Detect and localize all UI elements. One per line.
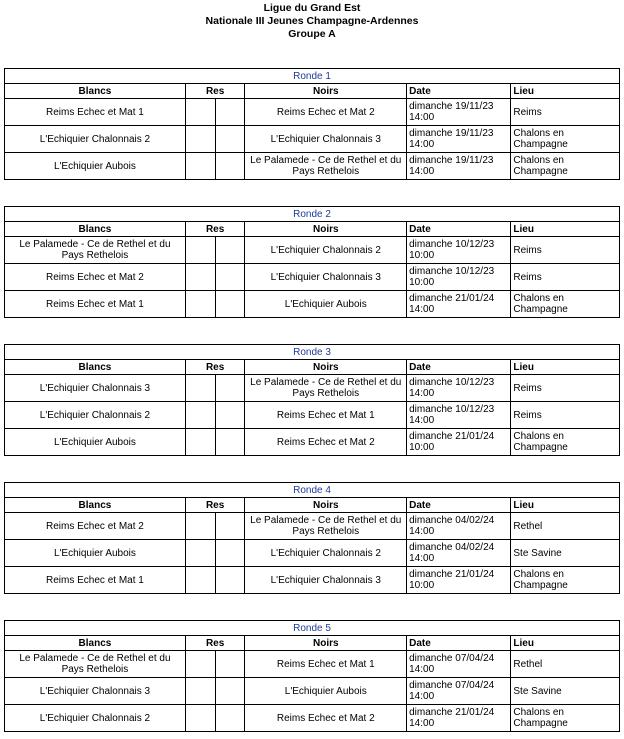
col-header-date: Date (407, 636, 511, 651)
result-white-cell (185, 678, 215, 705)
black-team: Le Palamede - Ce de Rethel et du Pays Rethelois (245, 513, 407, 540)
match-time: 10:00 (409, 277, 435, 288)
ronde-table (4, 482, 620, 594)
match-day: dimanche 21/01/24 (409, 431, 495, 442)
result-white-cell (185, 237, 215, 264)
match-venue: Ste Savine (511, 540, 620, 567)
ronde-table (4, 620, 620, 732)
black-team: L'Echiquier Aubois (245, 678, 407, 705)
col-header-noirs: Noirs (245, 360, 407, 375)
match-date (407, 402, 511, 429)
result-white-cell (185, 264, 215, 291)
black-team: L'Echiquier Aubois (245, 291, 407, 318)
match-time: 14:00 (409, 112, 435, 123)
result-black-cell (215, 402, 245, 429)
black-team: Reims Echec et Mat 1 (245, 651, 407, 678)
match-date (407, 237, 511, 264)
white-team: Reims Echec et Mat 1 (5, 99, 186, 126)
white-team: Reims Echec et Mat 2 (5, 264, 186, 291)
result-black-cell (215, 540, 245, 567)
match-time: 14:00 (409, 664, 435, 675)
col-header-date: Date (407, 222, 511, 237)
col-header-lieu: Lieu (511, 360, 620, 375)
match-venue: Rethel (511, 651, 620, 678)
match-venue: Ste Savine (511, 678, 620, 705)
col-header-lieu: Lieu (511, 222, 620, 237)
ronde-title: Ronde 1 (5, 69, 620, 84)
result-black-cell (215, 291, 245, 318)
match-venue: Chalons en Champagne (511, 126, 620, 153)
match-venue: Rethel (511, 513, 620, 540)
league-title: Ligue du Grand Est (263, 2, 361, 14)
white-team: L'Echiquier Chalonnais 3 (5, 678, 186, 705)
result-black-cell (215, 99, 245, 126)
white-team: L'Echiquier Chalonnais 2 (5, 402, 186, 429)
match-day: dimanche 19/11/23 (409, 155, 494, 166)
match-time: 14:00 (409, 553, 435, 564)
match-row (5, 153, 620, 180)
white-team: Reims Echec et Mat 1 (5, 291, 186, 318)
result-white-cell (185, 429, 215, 456)
result-white-cell (185, 651, 215, 678)
match-date (407, 375, 511, 402)
black-team: Le Palamede - Ce de Rethel et du Pays Rethelois (245, 375, 407, 402)
result-white-cell (185, 291, 215, 318)
match-row (5, 678, 620, 705)
result-white-cell (185, 99, 215, 126)
match-venue: Chalons en Champagne (511, 291, 620, 318)
white-team: L'Echiquier Aubois (5, 540, 186, 567)
match-row (5, 540, 620, 567)
match-day: dimanche 19/11/23 (409, 128, 494, 139)
ronde-title: Ronde 4 (5, 483, 620, 498)
match-row (5, 237, 620, 264)
ronde-table (4, 68, 620, 180)
result-white-cell (185, 513, 215, 540)
match-row (5, 126, 620, 153)
col-header-lieu: Lieu (511, 84, 620, 99)
match-day: dimanche 21/01/24 (409, 293, 495, 304)
result-black-cell (215, 264, 245, 291)
black-team: L'Echiquier Chalonnais 2 (245, 540, 407, 567)
match-venue: Reims (511, 375, 620, 402)
match-date (407, 705, 511, 732)
white-team: L'Echiquier Chalonnais 2 (5, 126, 186, 153)
match-row (5, 513, 620, 540)
match-time: 10:00 (409, 442, 435, 453)
result-black-cell (215, 651, 245, 678)
match-day: dimanche 19/11/23 (409, 101, 494, 112)
col-header-noirs: Noirs (245, 636, 407, 651)
result-black-cell (215, 237, 245, 264)
col-header-date: Date (407, 84, 511, 99)
match-time: 14:00 (409, 166, 435, 177)
col-header-res: Res (185, 636, 245, 651)
black-team: Reims Echec et Mat 2 (245, 99, 407, 126)
result-white-cell (185, 402, 215, 429)
match-row (5, 651, 620, 678)
match-venue: Reims (511, 402, 620, 429)
match-date (407, 153, 511, 180)
match-date (407, 264, 511, 291)
white-team: L'Echiquier Aubois (5, 153, 186, 180)
match-day: dimanche 04/02/24 (409, 515, 495, 526)
match-date (407, 567, 511, 594)
black-team: L'Echiquier Chalonnais 3 (245, 126, 407, 153)
white-team: Le Palamede - Ce de Rethel et du Pays Rethelois (5, 237, 186, 264)
match-row (5, 567, 620, 594)
result-white-cell (185, 375, 215, 402)
col-header-date: Date (407, 498, 511, 513)
match-date (407, 429, 511, 456)
col-header-blancs: Blancs (5, 636, 186, 651)
col-header-res: Res (185, 84, 245, 99)
page-header (0, 2, 624, 41)
match-time: 10:00 (409, 250, 435, 261)
result-black-cell (215, 126, 245, 153)
match-time: 14:00 (409, 718, 435, 729)
match-row (5, 375, 620, 402)
match-row (5, 429, 620, 456)
ronde-title: Ronde 3 (5, 345, 620, 360)
col-header-blancs: Blancs (5, 360, 186, 375)
match-row (5, 705, 620, 732)
white-team: L'Echiquier Aubois (5, 429, 186, 456)
ronde-title: Ronde 2 (5, 207, 620, 222)
result-black-cell (215, 678, 245, 705)
match-date (407, 513, 511, 540)
match-day: dimanche 21/01/24 (409, 707, 495, 718)
col-header-res: Res (185, 498, 245, 513)
match-time: 14:00 (409, 388, 435, 399)
match-time: 14:00 (409, 526, 435, 537)
match-day: dimanche 10/12/23 (409, 404, 495, 415)
result-black-cell (215, 705, 245, 732)
match-day: dimanche 07/04/24 (409, 680, 495, 691)
result-white-cell (185, 540, 215, 567)
result-white-cell (185, 567, 215, 594)
match-time: 10:00 (409, 580, 435, 591)
match-day: dimanche 10/12/23 (409, 266, 495, 277)
match-day: dimanche 04/02/24 (409, 542, 495, 553)
match-date (407, 540, 511, 567)
division-title: Nationale III Jeunes Champagne-Ardennes (205, 15, 419, 27)
result-black-cell (215, 567, 245, 594)
match-time: 14:00 (409, 304, 435, 315)
match-day: dimanche 07/04/24 (409, 653, 495, 664)
match-date (407, 99, 511, 126)
white-team: Reims Echec et Mat 1 (5, 567, 186, 594)
match-date (407, 651, 511, 678)
black-team: Reims Echec et Mat 1 (245, 402, 407, 429)
result-white-cell (185, 126, 215, 153)
match-date (407, 126, 511, 153)
black-team: L'Echiquier Chalonnais 3 (245, 567, 407, 594)
match-day: dimanche 21/01/24 (409, 569, 495, 580)
black-team: L'Echiquier Chalonnais 2 (245, 237, 407, 264)
match-venue: Chalons en Champagne (511, 153, 620, 180)
white-team: L'Echiquier Chalonnais 3 (5, 375, 186, 402)
group-title: Groupe A (288, 28, 336, 40)
col-header-noirs: Noirs (245, 222, 407, 237)
match-row (5, 402, 620, 429)
match-row (5, 291, 620, 318)
white-team: Reims Echec et Mat 2 (5, 513, 186, 540)
match-time: 14:00 (409, 139, 435, 150)
col-header-blancs: Blancs (5, 84, 186, 99)
match-day: dimanche 10/12/23 (409, 239, 495, 250)
result-white-cell (185, 705, 215, 732)
result-black-cell (215, 513, 245, 540)
col-header-lieu: Lieu (511, 636, 620, 651)
col-header-date: Date (407, 360, 511, 375)
match-venue: Chalons en Champagne (511, 567, 620, 594)
col-header-res: Res (185, 360, 245, 375)
match-venue: Chalons en Champagne (511, 429, 620, 456)
match-day: dimanche 10/12/23 (409, 377, 495, 388)
col-header-noirs: Noirs (245, 498, 407, 513)
black-team: Reims Echec et Mat 2 (245, 705, 407, 732)
match-venue: Chalons en Champagne (511, 705, 620, 732)
col-header-res: Res (185, 222, 245, 237)
match-row (5, 99, 620, 126)
col-header-lieu: Lieu (511, 498, 620, 513)
black-team: L'Echiquier Chalonnais 3 (245, 264, 407, 291)
result-black-cell (215, 429, 245, 456)
black-team: Le Palamede - Ce de Rethel et du Pays Rethelois (245, 153, 407, 180)
match-time: 14:00 (409, 691, 435, 702)
col-header-blancs: Blancs (5, 498, 186, 513)
col-header-blancs: Blancs (5, 222, 186, 237)
match-date (407, 678, 511, 705)
match-date (407, 291, 511, 318)
col-header-noirs: Noirs (245, 84, 407, 99)
white-team: Le Palamede - Ce de Rethel et du Pays Rethelois (5, 651, 186, 678)
result-black-cell (215, 375, 245, 402)
match-venue: Reims (511, 264, 620, 291)
result-white-cell (185, 153, 215, 180)
ronde-table (4, 344, 620, 456)
ronde-title: Ronde 5 (5, 621, 620, 636)
result-black-cell (215, 153, 245, 180)
black-team: Reims Echec et Mat 2 (245, 429, 407, 456)
ronde-table (4, 206, 620, 318)
match-time: 14:00 (409, 415, 435, 426)
match-venue: Reims (511, 237, 620, 264)
match-venue: Reims (511, 99, 620, 126)
match-row (5, 264, 620, 291)
white-team: L'Echiquier Chalonnais 2 (5, 705, 186, 732)
